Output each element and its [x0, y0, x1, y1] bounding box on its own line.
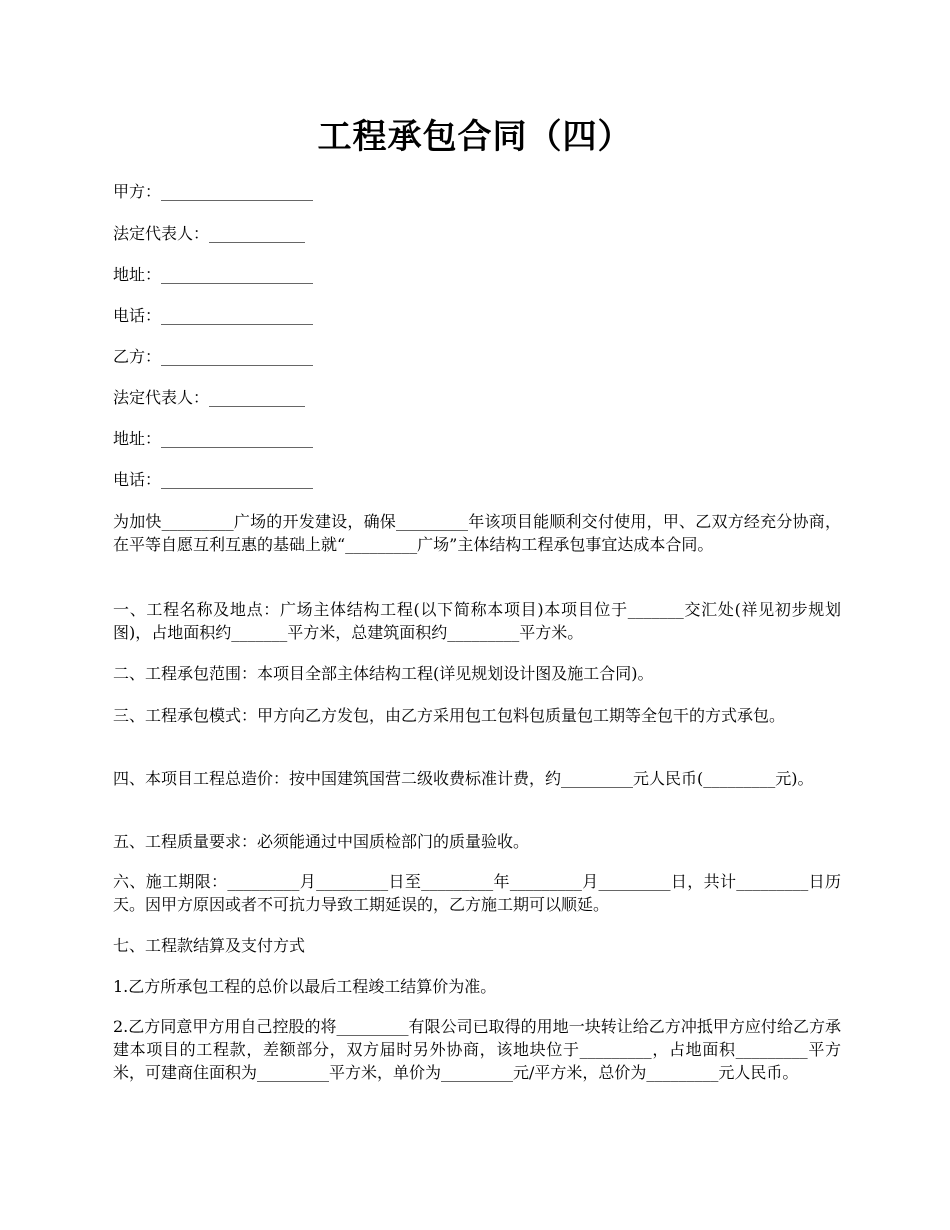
document-title: 工程承包合同（四）: [317, 117, 633, 157]
party-b-phone-field: 电话：___________________: [113, 470, 314, 489]
clause-2-scope: 二、工程承包范围：本项目全部主体结构工程(详见规划设计图及施工合同)。: [113, 664, 654, 683]
clause-7-heading: 七、工程款结算及支付方式: [113, 936, 306, 955]
clause-7-item-2: 2.乙方同意甲方用自己控股的将_________有限公司已取得的用地一块转让给乙方冲抵甲方应付给乙方承建本项目的工程款，差额部分，双方届时另外协商，该地块位于_________，占地面积_________平方米，可建商住面积为_________平方米，单价为_________元/平方米，总价为_________元人民币。: [113, 1017, 841, 1082]
party-a-representative-field: 法定代表人：____________: [113, 224, 306, 243]
clause-5-quality: 五、工程质量要求：必须能通过中国质检部门的质量验收。: [113, 832, 530, 851]
party-a-name-field: 甲方：___________________: [113, 182, 314, 201]
clause-7-item-1: 1.乙方所承包工程的总价以最后工程竣工结算价为准。: [113, 977, 497, 996]
clause-3-contract-mode: 三、工程承包模式：甲方向乙方发包，由乙方采用包工包料包质量包工期等全包干的方式承包。: [113, 706, 786, 725]
party-b-representative-field: 法定代表人：____________: [113, 388, 306, 407]
party-b-address-field: 地址：___________________: [113, 429, 314, 448]
party-a-address-field: 地址：___________________: [113, 265, 314, 284]
party-a-phone-field: 电话：___________________: [113, 306, 314, 325]
preamble-paragraph: 为加快_________广场的开发建设，确保_________年该项目能顺利交付使用，甲、乙双方经充分协商，在平等自愿互利互惠的基础上就“_________广场”主体结构工程承包事宜达成本合同。: [113, 512, 841, 554]
clause-4-total-cost: 四、本项目工程总造价：按中国建筑国营二级收费标准计费，约_________元人民币(_________元)。: [113, 769, 814, 788]
clause-1-project-name-location: 一、工程名称及地点：广场主体结构工程(以下简称本项目)本项目位于_______交汇处(祥见初步规划图)，占地面积约_______平方米，总建筑面积约_________平方米。: [113, 600, 841, 642]
clause-6-construction-period: 六、施工期限：_________月_________日至_________年_________月_________日，共计_________日历天。因甲方原因或者不可抗力导致工期延误的，乙方施工期可以顺延。: [113, 872, 841, 914]
party-b-name-field: 乙方：___________________: [113, 347, 314, 366]
